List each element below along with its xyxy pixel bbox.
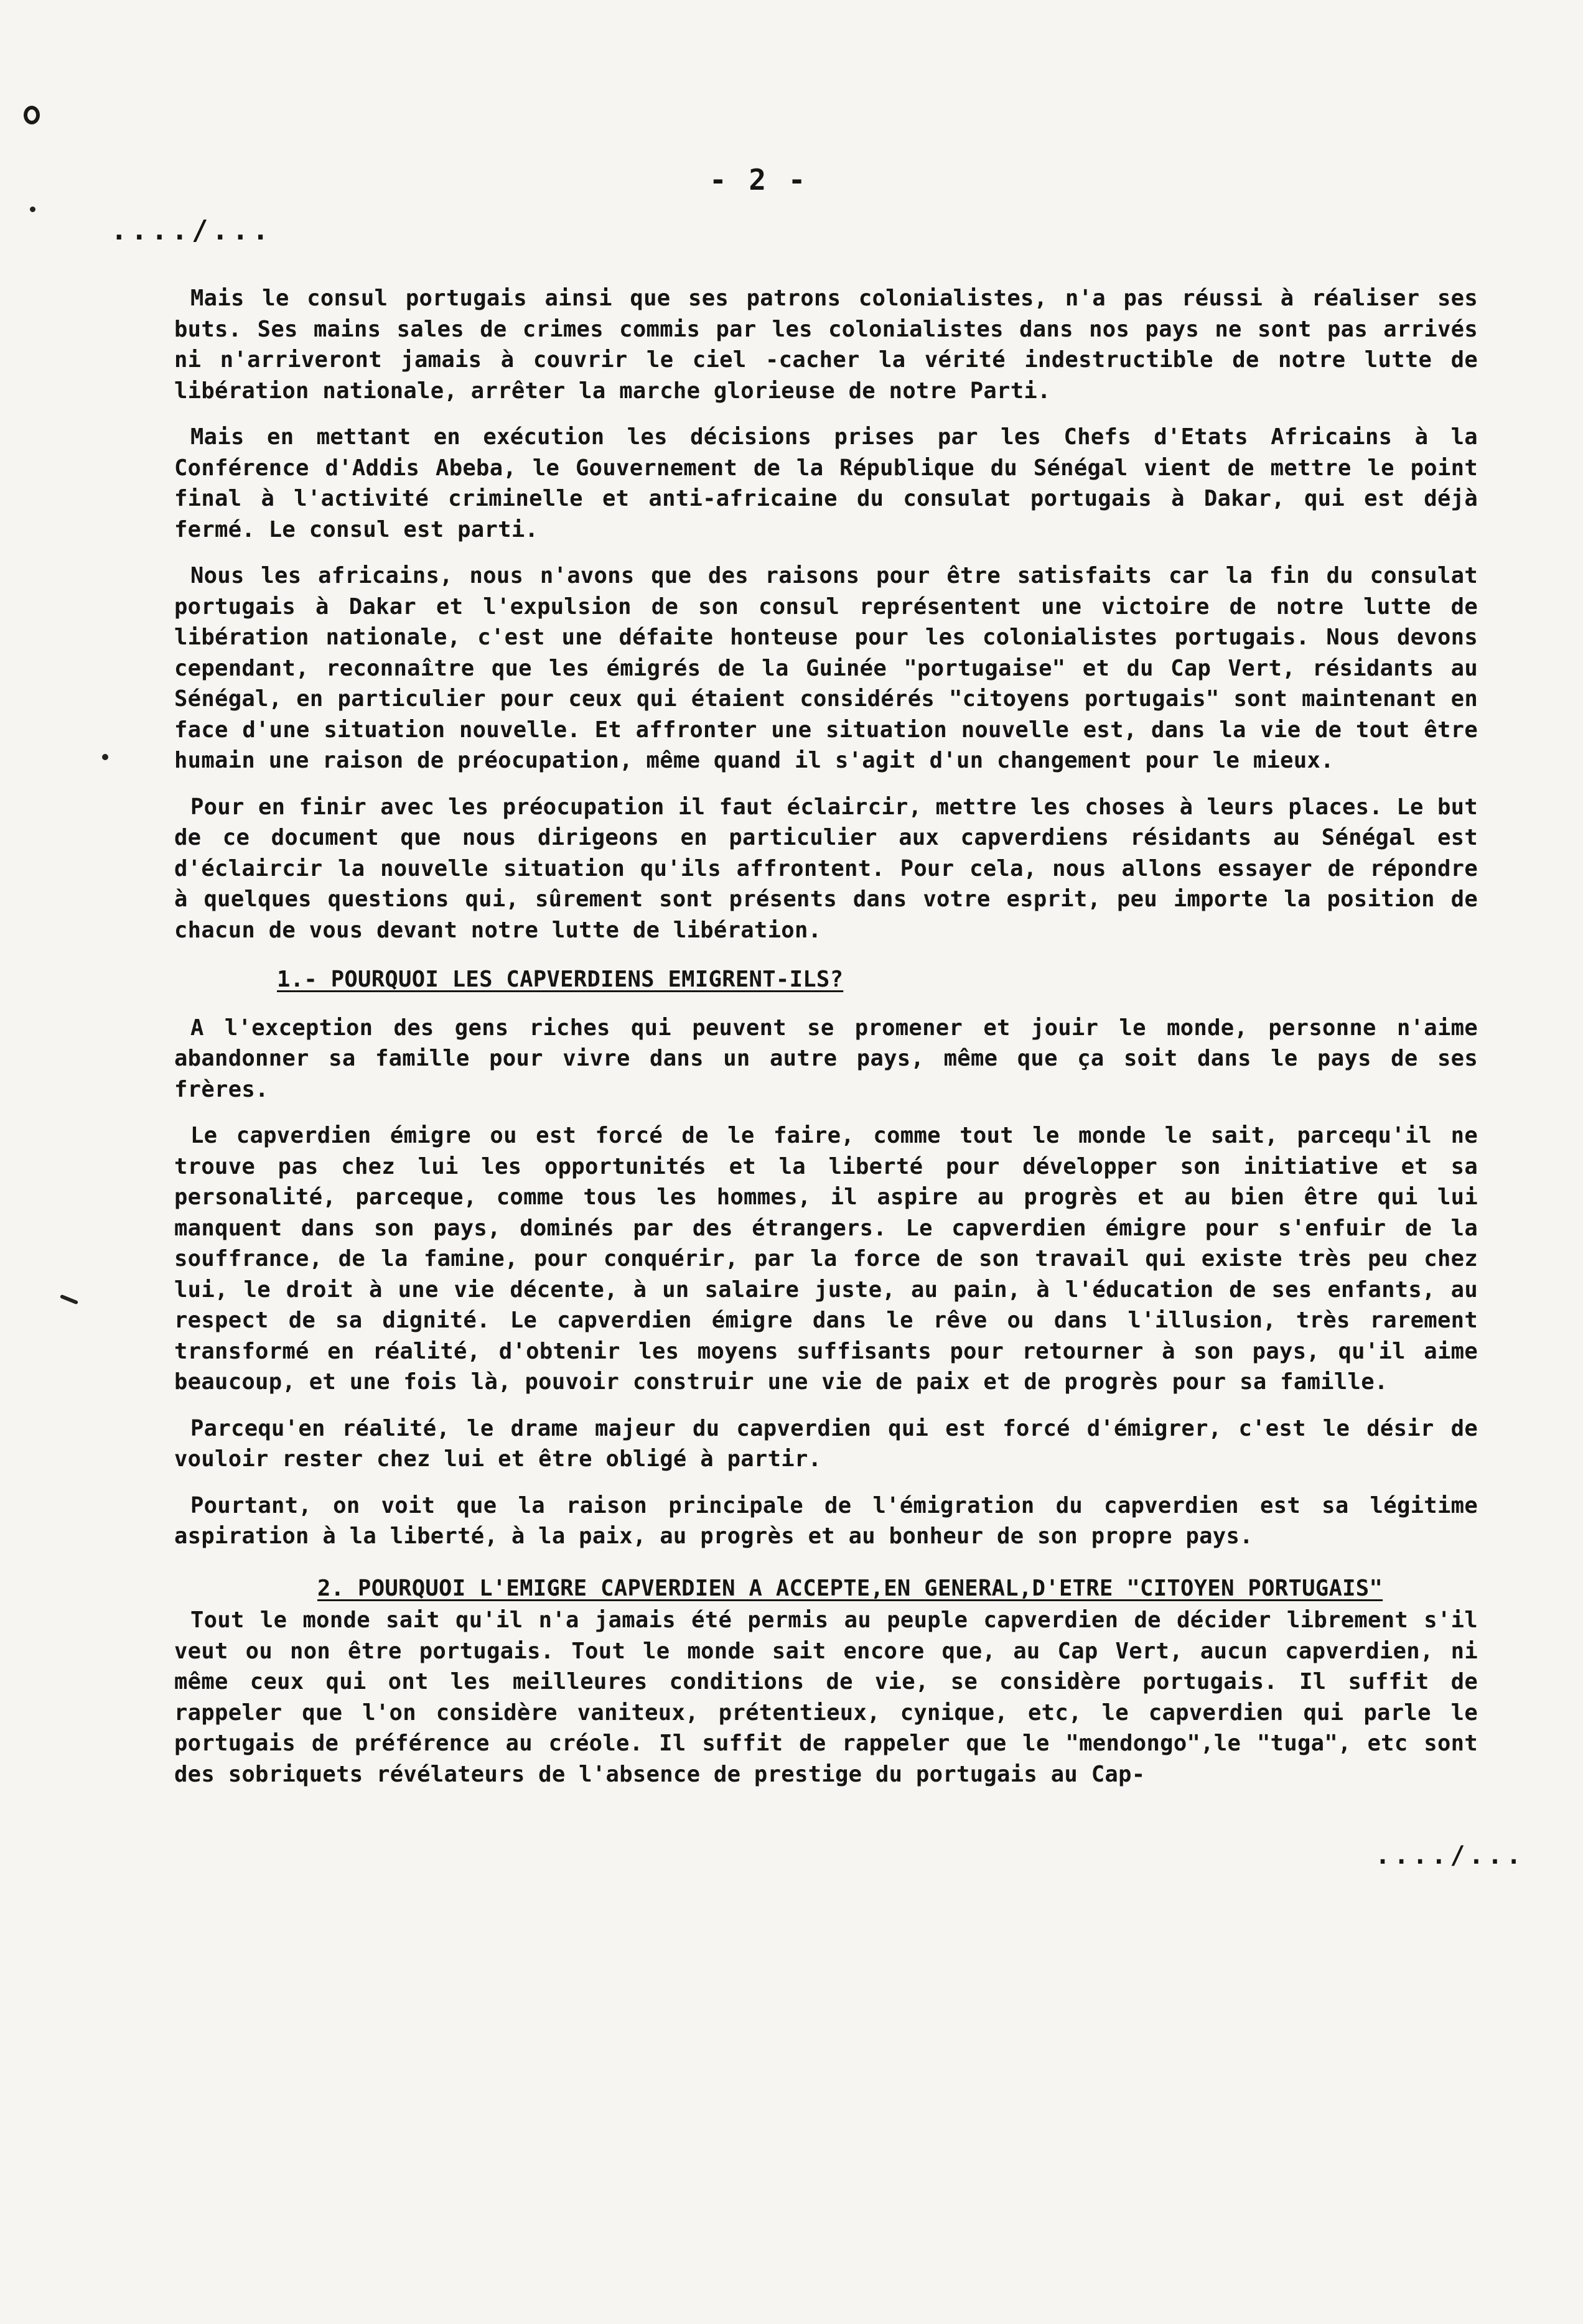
continuation-marker-top: ..../... xyxy=(111,215,273,246)
paragraph: Le capverdien émigre ou est forcé de le faire, comme tout le monde le sait, parcequ'il ne trouve pas chez lui les opportunités et la liberté pour développer son initiative et sa personalité, parceque, comme tous les hommes, il aspire au progrès et au bien être qui lui manquent dans son pays, dominés par des étrangers. Le capverdien émigre pour s'enfuir de la souffrance, de la famine, pour conquérir, par la force de son travail qui existe très peu chez lui, le droit à une vie décente, à un salaire juste, au pain, à l'éducation de ses enfants, au respect de sa dignité. Le capverdien émigre dans le rêve ou dans l'illusion, très rarement transformé en réalité, d'obtenir les moyens suffisants pour retourner à son pays, qu'il aime beaucoup, et une fois là, pouvoir construir une vie de paix et de progrès pour sa famille. xyxy=(174,1123,1478,1395)
page-number: - 2 - xyxy=(709,163,808,197)
document-body xyxy=(174,283,1478,1805)
ink-speck xyxy=(30,207,35,212)
paragraph: A l'exception des gens riches qui peuvent se promener et jouir le monde, personne n'aime abandonner sa famille pour vivre dans un autre pays, même que ça soit dans le pays de ses frères. xyxy=(174,1015,1478,1102)
punch-hole-mark xyxy=(24,106,40,124)
paragraph: Parcequ'en réalité, le drame majeur du capverdien qui est forcé d'émigrer, c'est le désir de vouloir rester chez lui et être obligé à partir. xyxy=(174,1415,1478,1472)
paragraph: Nous les africains, nous n'avons que des raisons pour être satisfaits car la fin du consulat portugais à Dakar et l'expulsion de son consul représentent une victoire de notre lutte de libération nationale, c'est une défaite honteuse pour les colonialistes portugais. Nous devons cependant, reconnaître que les émigrés de la Guinée "portugaise" et du Cap Vert, résidants au Sénégal, en particulier pour ceux qui étaient considérés "citoyens portugais" sont maintenant en face d'une situation nouvelle. Et affronter une situation nouvelle est, dans la vie de tout être humain une raison de préocupation, même quand il s'agit d'un changement pour le mieux. xyxy=(174,563,1478,773)
paragraph: Pourtant, on voit que la raison principale de l'émigration du capverdien est sa légitime aspiration à la liberté, à la paix, au progrès et au bonheur de son propre pays. xyxy=(174,1492,1478,1549)
paragraph: Pour en finir avec les préocupation il faut éclaircir, mettre les choses à leurs places. Le but de ce document que nous dirigeons en particulier aux capverdiens résidants au Sénégal est d'éclaircir la nouvelle situation qu'ils affrontent. Pour cela, nous allons essayer de répondre à quelques questions qui, sûrement sont présents dans votre esprit, peu importe la position de chacun de vous devant notre lutte de libération. xyxy=(174,794,1478,943)
paragraph: Tout le monde sait qu'il n'a jamais été permis au peuple capverdien de décider librement s'il veut ou non être portugais. Tout le monde sait encore que, au Cap Vert, aucun capverdien, ni même ceux qui ont les meilleures conditions de vie, se considère portugais. Il suffit de rappeler que l'on considère vaniteux, prétentieux, cynique, etc, le capverdien qui parle le portugais de préférence au créole. Il suffit de rappeler que le "mendongo",le "tuga", etc sont des sobriquets révélateurs de l'absence de prestige du portugais au Cap- xyxy=(174,1607,1478,1787)
ink-speck xyxy=(102,754,108,760)
ink-speck xyxy=(60,1294,78,1305)
paragraph: Mais en mettant en exécution les décisions prises par les Chefs d'Etats Africains à la Conférence d'Addis Abeba, le Gouvernement de la République du Sénégal vient de mettre le point final à l'activité criminelle et anti-africaine du consulat portugais à Dakar, qui est déjà fermé. Le consul est parti. xyxy=(174,424,1478,542)
paragraph: Mais le consul portugais ainsi que ses patrons colonialistes, n'a pas réussi à réaliser ses buts. Ses mains sales de crimes commis par les colonialistes dans nos pays ne sont pas arrivés ni n'arriveront jamais à couvrir le ciel -cacher la vérité indestructible de notre lutte de libération nationale, arrêter la marche glorieuse de notre Parti. xyxy=(174,286,1478,404)
section-heading-2: 2. POURQUOI L'EMIGRE CAPVERDIEN A ACCEPTE,EN GENERAL,D'ETRE "CITOYEN PORTUGAIS" xyxy=(317,1575,1383,1601)
continuation-marker-bottom: ..../... xyxy=(1375,1841,1525,1870)
section-heading-1: 1.- POURQUOI LES CAPVERDIENS EMIGRENT-ILS? xyxy=(277,967,844,992)
